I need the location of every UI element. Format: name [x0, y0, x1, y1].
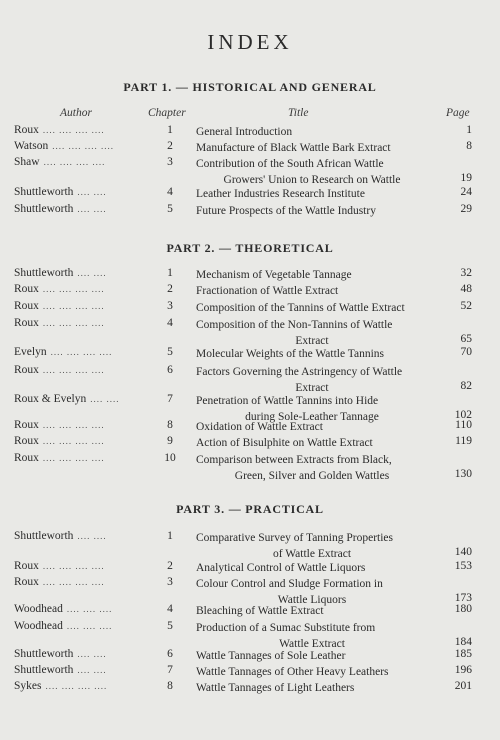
leader-dots: .... .... .... .... [42, 125, 105, 135]
page-number: 8 [466, 140, 472, 152]
title-line: Bleaching of Wattle Extract [196, 605, 324, 617]
author-cell [14, 203, 107, 215]
title-line: Factors Governing the Astringency of Wattle [196, 366, 403, 378]
chapter-number: 1 [167, 530, 173, 542]
chapter-number: 4 [167, 603, 173, 615]
page-number: 1 [466, 124, 472, 136]
leader-dots: .... .... .... .... [42, 436, 105, 446]
author-name: Shuttleworth [14, 186, 74, 198]
part2-heading: PART 2. — THEORETICAL [166, 241, 334, 255]
chapter-number: 1 [167, 267, 173, 279]
author-name: Roux & Evelyn [14, 393, 87, 405]
leader-dots: .... .... .... .... [42, 453, 105, 463]
chapter-number: 7 [167, 664, 173, 676]
leader-dots: .... .... [77, 665, 107, 675]
title-line-2: of Wattle Extract [272, 548, 352, 560]
leader-dots: .... .... .... .... [52, 141, 114, 151]
title-cell [196, 203, 428, 219]
title-line: Contribution of the South African Wattle [196, 158, 384, 170]
page-number: 180 [454, 603, 472, 615]
title-cell [196, 186, 428, 202]
page-number: 70 [460, 346, 472, 358]
author-name: Roux [14, 317, 39, 329]
author-name: Roux [14, 560, 39, 572]
leader-dots: .... .... .... .... [42, 577, 105, 587]
title-line: Production of a Sumac Substitute from [196, 622, 376, 634]
chapter-number: 8 [167, 680, 173, 692]
author-cell [14, 576, 105, 588]
title-line: Manufacture of Black Wattle Bark Extract [196, 142, 391, 154]
author-name: Roux [14, 435, 39, 447]
title-line: Fractionation of Wattle Extract [196, 285, 339, 297]
leader-dots: .... .... .... [66, 621, 113, 631]
title-line: Composition of the Non-Tannins of Wattle [196, 319, 393, 331]
author-cell [14, 664, 107, 676]
author-cell [14, 530, 107, 542]
page-number: 19 [460, 172, 472, 184]
title-line-2: Green, Silver and Golden Wattles [234, 470, 390, 482]
title-cell [196, 419, 428, 435]
author-cell [14, 603, 112, 615]
author-cell [14, 435, 105, 447]
leader-dots: .... .... [90, 394, 120, 404]
page-number: 185 [454, 648, 472, 660]
author-name: Roux [14, 283, 39, 295]
title-line: Comparative Survey of Tanning Properties [196, 532, 393, 544]
chapter-number: 3 [167, 300, 173, 312]
part1-heading: PART 1. — HISTORICAL AND GENERAL [123, 80, 377, 94]
title-line: Penetration of Wattle Tannins into Hide [196, 395, 379, 407]
author-name: Roux [14, 124, 39, 136]
page-number: 153 [454, 560, 472, 572]
chapter-number: 5 [167, 203, 173, 215]
chapter-number: 2 [167, 283, 173, 295]
title-cell [196, 364, 428, 396]
title-line: Action of Bisulphite on Wattle Extract [196, 437, 373, 449]
page-number: 29 [460, 203, 472, 215]
title-line: Wattle Tannages of Other Heavy Leathers [196, 666, 389, 678]
page-number: 196 [454, 664, 472, 676]
title-line-2: Extract [295, 382, 329, 394]
title-cell [196, 156, 428, 188]
title-cell [196, 452, 428, 484]
leader-dots: .... .... .... .... [42, 420, 105, 430]
index-title: INDEX [207, 30, 293, 54]
title-cell [196, 530, 428, 562]
author-cell [14, 419, 105, 431]
title-line-2: Extract [295, 335, 329, 347]
chapter-number: 6 [167, 364, 173, 376]
header-title: Title [288, 107, 309, 119]
header-page: Page [446, 107, 470, 119]
leader-dots: .... .... [77, 268, 107, 278]
author-cell [14, 346, 112, 358]
title-line: Mechanism of Vegetable Tannage [196, 269, 352, 281]
author-cell [14, 283, 105, 295]
title-cell [196, 346, 428, 362]
chapter-number: 3 [167, 156, 173, 168]
page-number: 82 [460, 380, 472, 392]
leader-dots: .... .... .... .... [45, 681, 108, 691]
author-name: Roux [14, 452, 39, 464]
page-number: 119 [455, 435, 472, 447]
author-name: Roux [14, 364, 39, 376]
author-cell [14, 124, 105, 136]
page-number: 32 [460, 267, 472, 279]
chapter-number: 2 [167, 140, 173, 152]
leader-dots: .... .... .... [66, 604, 113, 614]
title-line: Molecular Weights of the Wattle Tannins [196, 348, 385, 360]
author-name: Shuttleworth [14, 664, 74, 676]
title-cell [196, 664, 428, 680]
title-cell [196, 603, 428, 619]
author-cell [14, 620, 112, 632]
author-cell [14, 140, 114, 152]
page-number: 52 [460, 300, 472, 312]
leader-dots: .... .... .... .... [42, 365, 105, 375]
title-line: Comparison between Extracts from Black, [196, 454, 392, 466]
author-cell [14, 364, 105, 376]
chapter-number: 9 [167, 435, 173, 447]
part3-heading: PART 3. — PRACTICAL [176, 502, 324, 516]
title-line-2: Growers' Union to Research on Wattle [223, 174, 401, 186]
author-cell [14, 452, 105, 464]
page-number: 173 [454, 592, 472, 604]
chapter-number: 5 [167, 346, 173, 358]
chapter-number: 8 [167, 419, 173, 431]
title-line: Composition of the Tannins of Wattle Extract [196, 302, 405, 314]
author-name: Shuttleworth [14, 648, 74, 660]
leader-dots: .... .... .... .... [42, 284, 105, 294]
author-name: Woodhead [14, 603, 63, 615]
author-name: Evelyn [14, 346, 47, 358]
title-cell [196, 680, 428, 696]
chapter-number: 2 [167, 560, 173, 572]
author-cell [14, 186, 107, 198]
author-name: Shuttleworth [14, 267, 74, 279]
title-cell [196, 267, 428, 283]
author-name: Sykes [14, 680, 42, 692]
leader-dots: .... .... [77, 187, 107, 197]
author-cell [14, 680, 107, 692]
title-line-2: Wattle Liquors [277, 594, 347, 606]
title-line: General Introduction [196, 126, 293, 138]
leader-dots: .... .... .... .... [42, 561, 105, 571]
chapter-number: 3 [167, 576, 173, 588]
title-cell [196, 140, 428, 156]
title-line: Wattle Tannages of Light Leathers [196, 682, 355, 694]
author-name: Shaw [14, 156, 40, 168]
leader-dots: .... .... .... .... [42, 301, 105, 311]
title-line-2: Wattle Extract [279, 638, 345, 650]
author-cell [14, 393, 119, 405]
page-number: 48 [460, 283, 472, 295]
author-name: Woodhead [14, 620, 63, 632]
page-number: 184 [454, 636, 472, 648]
author-name: Watson [14, 140, 49, 152]
page-number: 24 [460, 186, 472, 198]
page-number: 201 [454, 680, 472, 692]
chapter-number: 10 [164, 452, 176, 464]
title-line: Colour Control and Sludge Formation in [196, 578, 383, 590]
author-cell [14, 317, 105, 329]
chapter-number: 1 [167, 124, 173, 136]
chapter-number: 7 [167, 393, 173, 405]
page-number: 65 [460, 333, 472, 345]
header-chapter: Chapter [148, 107, 186, 119]
page-number: 140 [454, 546, 472, 558]
author-cell [14, 156, 105, 168]
chapter-number: 5 [167, 620, 173, 632]
title-line: Wattle Tannages of Sole Leather [196, 650, 346, 662]
leader-dots: .... .... .... .... [42, 318, 105, 328]
leader-dots: .... .... .... .... [50, 347, 113, 357]
title-line: Leather Industries Research Institute [196, 188, 365, 200]
title-line: Analytical Control of Wattle Liquors [196, 562, 366, 574]
chapter-number: 6 [167, 648, 173, 660]
title-line: Future Prospects of the Wattle Industry [196, 205, 376, 217]
leader-dots: .... .... [77, 204, 107, 214]
title-line: Oxidation of Wattle Extract [196, 421, 323, 433]
leader-dots: .... .... [77, 531, 107, 541]
author-cell [14, 267, 107, 279]
leader-dots: .... .... .... .... [43, 157, 106, 167]
title-cell [196, 317, 428, 349]
author-name: Shuttleworth [14, 203, 74, 215]
title-cell [196, 283, 428, 299]
author-name: Shuttleworth [14, 530, 74, 542]
title-cell [196, 560, 428, 576]
author-cell [14, 648, 107, 660]
author-name: Roux [14, 419, 39, 431]
author-name: Roux [14, 300, 39, 312]
author-name: Roux [14, 576, 39, 588]
title-cell [196, 648, 428, 664]
page-number: 102 [454, 409, 472, 421]
header-author: Author [60, 107, 92, 119]
author-cell [14, 560, 105, 572]
page-number: 110 [455, 419, 472, 431]
chapter-number: 4 [167, 186, 173, 198]
title-cell [196, 124, 428, 140]
title-line-2: during Sole-Leather Tannage [245, 411, 379, 423]
title-cell [196, 300, 428, 316]
title-cell [196, 435, 428, 451]
leader-dots: .... .... [77, 649, 107, 659]
page-number: 130 [454, 468, 472, 480]
chapter-number: 4 [167, 317, 173, 329]
author-cell [14, 300, 105, 312]
